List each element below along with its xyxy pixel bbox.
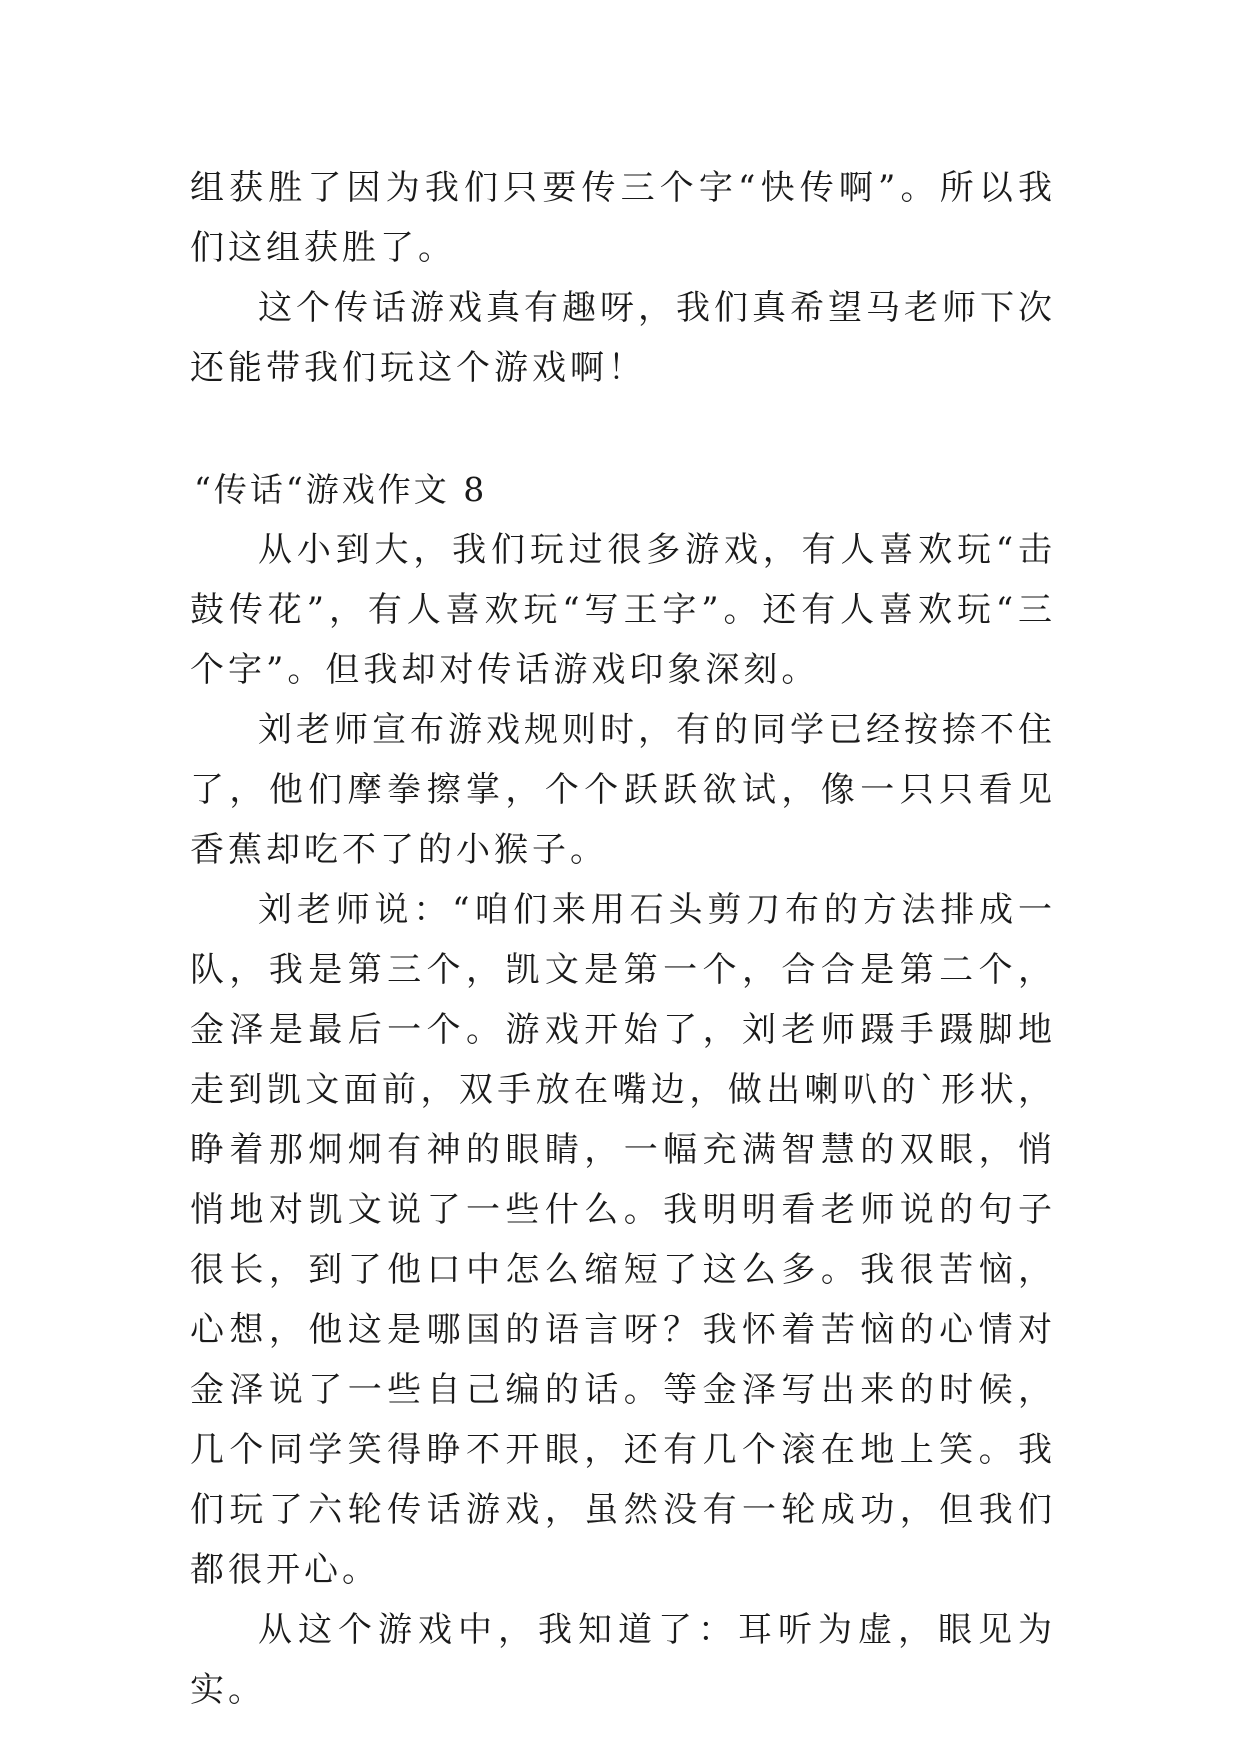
paragraph-intro: 从小到大，我们玩过很多游戏，有人喜欢玩“击鼓传花”，有人喜欢玩“写王字”。还有人喜欢玩“三个字”。但我却对传话游戏印象深刻。 [190, 530, 1056, 690]
paragraph-conclusion: 从这个游戏中，我知道了：耳听为虚，眼见为实。 [190, 1610, 1056, 1710]
essay-heading: “传话“游戏作文 8 [194, 470, 488, 509]
paragraph-rules: 刘老师宣布游戏规则时，有的同学已经按捺不住了，他们摩拳擦掌，个个跃跃欲试，像一只只看见香蕉却吃不了的小猴子。 [190, 710, 1056, 870]
paragraph-game: 刘老师说：“咱们来用石头剪刀布的方法排成一队，我是第三个，凯文是第一个，合合是第二个，金泽是最后一个。游戏开始了，刘老师蹑手蹑脚地走到凯文面前，双手放在嘴边，做出喇叭的`形状，睁着那炯炯有神的眼睛，一幅充满智慧的双眼，悄悄地对凯文说了一些什么。我明明看老师说的句子很长，到了他口中怎么缩短了这么多。我很苦恼，心想，他这是哪国的语言呀？我怀着苦恼的心情对金泽说了一些自己编的话。等金泽写出来的时候，几个同学笑得睁不开眼，还有几个滚在地上笑。我们玩了六轮传话游戏，虽然没有一轮成功，但我们都很开心。 [190, 890, 1056, 1590]
paragraph-closing: 这个传话游戏真有趣呀，我们真希望马老师下次还能带我们玩这个游戏啊！ [190, 288, 1056, 388]
document-page [190, 158, 1056, 1720]
paragraph-continued: 组获胜了因为我们只要传三个字“快传啊”。所以我们这组获胜了。 [190, 168, 1056, 268]
